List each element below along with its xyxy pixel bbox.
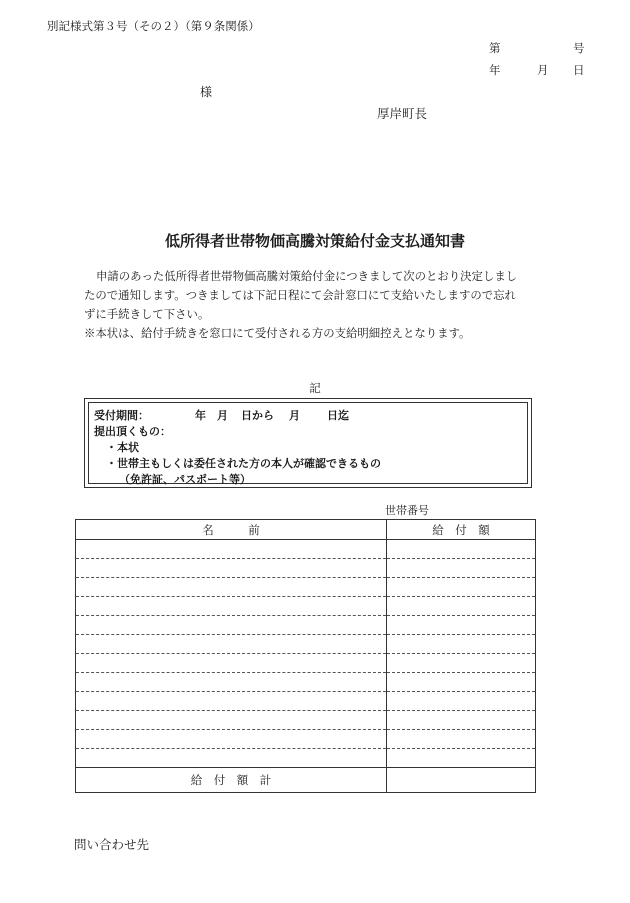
period-label: 受付期間： xyxy=(94,409,149,422)
recipient-name-cell[interactable] xyxy=(76,749,387,768)
table-row xyxy=(76,597,536,616)
table-row xyxy=(76,673,536,692)
benefit-amount-cell[interactable] xyxy=(387,616,536,635)
document-title: 低所得者世帯物価高騰対策給付金支払通知書 xyxy=(164,232,465,250)
date-month: 月 xyxy=(537,63,549,77)
table-row xyxy=(76,616,536,635)
submit-label: 提出頂くもの： xyxy=(94,425,171,438)
body-text xyxy=(84,267,559,343)
column-header-name: 名 前 xyxy=(76,520,387,540)
table-row xyxy=(76,635,536,654)
recipient-name-cell[interactable] xyxy=(76,673,387,692)
recipient-name-cell[interactable] xyxy=(76,711,387,730)
doc-number-prefix: 第 xyxy=(489,41,501,55)
benefit-amount-cell[interactable] xyxy=(387,654,536,673)
submit-item-1: ・本状 xyxy=(106,441,139,454)
household-number-label: 世帯番号 xyxy=(385,504,429,517)
recipient-name-cell[interactable] xyxy=(76,654,387,673)
benefit-amount-cell[interactable] xyxy=(387,730,536,749)
form-label: 別記様式第３号（その２）（第９条関係） xyxy=(47,19,260,33)
reception-info-inner xyxy=(88,402,528,484)
benefit-amount-cell[interactable] xyxy=(387,749,536,768)
recipient-name-cell[interactable] xyxy=(76,559,387,578)
table-row xyxy=(76,540,536,559)
period-until: 日迄 xyxy=(327,409,349,422)
recipient-name-cell[interactable] xyxy=(76,692,387,711)
ki-heading: 記 xyxy=(309,381,321,395)
benefit-amount-cell[interactable] xyxy=(387,711,536,730)
body-line-3: ずに手続きして下さい。 xyxy=(84,307,210,321)
reception-info-box xyxy=(84,398,532,488)
table-row xyxy=(76,711,536,730)
table-row xyxy=(76,749,536,768)
date-year: 年 xyxy=(489,63,501,77)
benefit-amount-cell[interactable] xyxy=(387,673,536,692)
period-month-2: 月 xyxy=(289,409,300,422)
submit-item-2-note: （免許証、パスポート等） xyxy=(119,473,251,486)
total-amount-cell xyxy=(387,768,536,793)
recipient-name-cell[interactable] xyxy=(76,597,387,616)
period-year: 年 xyxy=(195,409,206,422)
contact-label: 問い合わせ先 xyxy=(74,837,150,852)
benefit-amount-cell[interactable] xyxy=(387,597,536,616)
benefit-amount-cell[interactable] xyxy=(387,540,536,559)
table-row xyxy=(76,559,536,578)
body-line-1: 申請のあった低所得者世帯物価高騰対策給付金につきまして次のとおり決定しまし xyxy=(96,269,518,283)
recipient-name-cell[interactable] xyxy=(76,616,387,635)
date-day: 日 xyxy=(573,63,585,77)
recipient-name-cell[interactable] xyxy=(76,635,387,654)
addressee-suffix: 様 xyxy=(200,85,213,99)
body-line-4: ※本状は、給付手続きを窓口にて受付される方の支給明細控えとなります。 xyxy=(84,326,471,340)
period-month: 月 xyxy=(217,409,228,422)
benefit-amount-cell[interactable] xyxy=(387,559,536,578)
submit-item-2: ・世帯主もしくは委任された方の本人が確認できるもの xyxy=(106,457,381,470)
benefit-amount-cell[interactable] xyxy=(387,578,536,597)
table-row xyxy=(76,654,536,673)
table-header-row xyxy=(76,520,536,540)
benefit-amount-cell[interactable] xyxy=(387,635,536,654)
benefit-amount-cell[interactable] xyxy=(387,692,536,711)
benefit-table xyxy=(75,519,536,793)
doc-number-suffix: 号 xyxy=(573,41,585,55)
total-label: 給 付 額 計 xyxy=(76,768,387,793)
table-row xyxy=(76,692,536,711)
table-body xyxy=(76,540,536,768)
recipient-name-cell[interactable] xyxy=(76,540,387,559)
recipient-name-cell[interactable] xyxy=(76,730,387,749)
column-header-amount: 給 付 額 xyxy=(387,520,536,540)
total-row xyxy=(76,768,536,793)
period-from: 日から xyxy=(241,409,274,422)
table-row xyxy=(76,730,536,749)
body-line-2: たので通知します。つきましては下記日程にて会計窓口にて支給いたしますので忘れ xyxy=(84,288,516,302)
table-row xyxy=(76,578,536,597)
sender: 厚岸町長 xyxy=(377,106,428,121)
recipient-name-cell[interactable] xyxy=(76,578,387,597)
